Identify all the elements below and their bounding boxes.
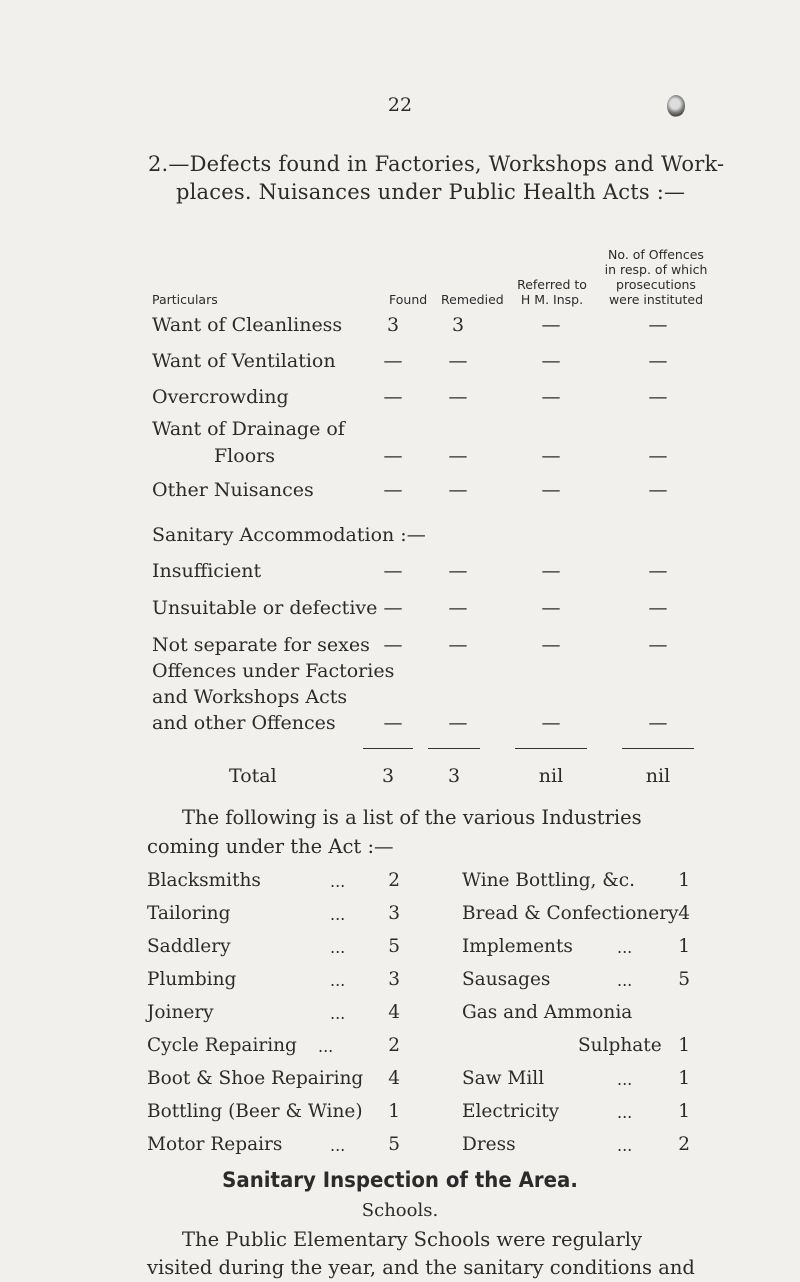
- industry-name: Cycle Repairing: [147, 1035, 297, 1056]
- industry-name-continuation: Sulphate: [578, 1035, 662, 1056]
- industry-name: Plumbing: [147, 969, 237, 990]
- cell-remedied: —: [448, 597, 468, 619]
- total-referred: nil: [538, 765, 564, 787]
- cell-remedied: 3: [451, 314, 465, 336]
- leader-dots: ...: [617, 971, 633, 990]
- leader-dots: ...: [330, 971, 346, 990]
- leader-dots: ...: [330, 1004, 346, 1023]
- cell-prosecutions: —: [648, 386, 668, 408]
- total-rule-referred: [515, 748, 587, 749]
- cell-prosecutions: —: [648, 479, 668, 501]
- closing-line-2: visited during the year, and the sanitary conditions and: [147, 1256, 695, 1279]
- row-label: Unsuitable or defective: [152, 597, 378, 619]
- industry-name: Saw Mill: [462, 1068, 545, 1089]
- section-heading-line-1: 2.—Defects found in Factories, Workshops and Work-: [148, 152, 725, 176]
- total-prosecutions: nil: [645, 765, 671, 787]
- cell-found: —: [383, 386, 403, 408]
- industry-name: Motor Repairs: [147, 1134, 283, 1155]
- industry-count: 2: [388, 1035, 400, 1056]
- row-label: Overcrowding: [152, 386, 289, 408]
- cell-remedied: —: [448, 350, 468, 372]
- total-rule-remedied: [428, 748, 480, 749]
- industry-count: 1: [678, 1035, 690, 1056]
- leader-dots: ...: [330, 938, 346, 957]
- industry-count: 2: [388, 870, 400, 891]
- total-found: 3: [381, 765, 395, 787]
- cell-prosecutions: —: [648, 597, 668, 619]
- leader-dots: ...: [617, 1136, 633, 1155]
- row-label-continuation: Floors: [214, 445, 275, 467]
- industries-intro-line-1: The following is a list of the various Industries: [182, 806, 642, 829]
- row-label: Want of Ventilation: [152, 350, 336, 372]
- col-header-prosecutions: [594, 247, 718, 307]
- cell-found: —: [383, 479, 403, 501]
- industry-name: Sausages: [462, 969, 551, 990]
- cell-remedied: —: [448, 634, 468, 656]
- cell-remedied: —: [448, 386, 468, 408]
- col-header-found: Found: [389, 292, 428, 307]
- cell-referred: —: [541, 479, 561, 501]
- industry-name: Wine Bottling, &c.: [462, 870, 636, 891]
- row-label: Want of Drainage of: [152, 418, 345, 440]
- industry-name: Implements: [462, 936, 573, 957]
- industry-name: Saddlery: [147, 936, 231, 957]
- industry-name: Electricity: [462, 1101, 560, 1122]
- total-remedied: 3: [447, 765, 461, 787]
- row-label: Insufficient: [152, 560, 262, 582]
- cell-referred: —: [541, 597, 561, 619]
- industry-name: Blacksmiths: [147, 870, 261, 891]
- industry-count: 1: [388, 1101, 400, 1122]
- industry-count: 4: [678, 903, 690, 924]
- industry-count: 5: [678, 969, 690, 990]
- row-label-continuation: and Workshops Acts: [152, 686, 348, 708]
- cell-remedied: —: [448, 479, 468, 501]
- cell-referred: —: [541, 314, 561, 336]
- cell-referred: —: [541, 634, 561, 656]
- industry-name: Boot & Shoe Repairing: [147, 1068, 364, 1089]
- cell-found: —: [383, 597, 403, 619]
- cell-referred: —: [541, 445, 561, 467]
- industry-count: 1: [678, 936, 690, 957]
- leader-dots: ...: [617, 1103, 633, 1122]
- leader-dots: ...: [330, 1136, 346, 1155]
- col-header-prosecutions-line: were instituted: [608, 292, 704, 307]
- industry-name: Tailoring: [147, 903, 231, 924]
- cell-found: —: [383, 560, 403, 582]
- cell-referred: —: [541, 560, 561, 582]
- ink-blot-mark: [667, 95, 685, 117]
- leader-dots: ...: [330, 905, 346, 924]
- cell-found: —: [383, 712, 403, 734]
- subsection-heading-schools: Schools.: [361, 1200, 439, 1221]
- col-header-prosecutions-line: No. of Offences: [608, 247, 704, 262]
- total-rule-prosecutions: [622, 748, 694, 749]
- industry-count: 1: [678, 870, 690, 891]
- industry-count: 4: [388, 1002, 400, 1023]
- col-header-prosecutions-line: in resp. of which: [604, 262, 708, 277]
- industry-name: Dress: [462, 1134, 516, 1155]
- cell-found: 3: [386, 314, 400, 336]
- cell-prosecutions: —: [648, 445, 668, 467]
- industry-count: 4: [388, 1068, 400, 1089]
- industry-count: 1: [678, 1101, 690, 1122]
- industry-count: 5: [388, 1134, 400, 1155]
- industry-name: Gas and Ammonia: [462, 1002, 633, 1023]
- row-label: Want of Cleanliness: [152, 314, 343, 336]
- cell-referred: —: [541, 712, 561, 734]
- cell-referred: —: [541, 350, 561, 372]
- cell-prosecutions: —: [648, 560, 668, 582]
- col-header-particulars: Particulars: [152, 292, 218, 307]
- cell-remedied: —: [448, 445, 468, 467]
- row-label: Not separate for sexes: [152, 634, 370, 656]
- subsection-label: Sanitary Accommodation :—: [152, 524, 426, 546]
- industries-intro-line-2: coming under the Act :—: [147, 835, 394, 858]
- cell-prosecutions: —: [648, 712, 668, 734]
- cell-prosecutions: —: [648, 634, 668, 656]
- col-header-referred-line: Referred to: [517, 277, 587, 292]
- cell-prosecutions: —: [648, 350, 668, 372]
- col-header-remedied: Remedied: [441, 292, 504, 307]
- section-heading-sanitary-inspection: Sanitary Inspection of the Area.: [222, 1168, 578, 1192]
- industry-name: Joinery: [147, 1002, 214, 1023]
- total-label: Total: [229, 765, 277, 787]
- leader-dots: ...: [617, 938, 633, 957]
- industry-name: Bottling (Beer & Wine): [147, 1101, 363, 1122]
- section-heading-line-2: places. Nuisances under Public Health Acts :—: [176, 180, 686, 204]
- leader-dots: ...: [330, 872, 346, 891]
- row-label-continuation: and other Offences: [152, 712, 336, 734]
- col-header-referred-line: H M. Insp.: [520, 292, 584, 307]
- industry-count: 1: [678, 1068, 690, 1089]
- closing-line-1: The Public Elementary Schools were regularly: [182, 1228, 643, 1251]
- cell-referred: —: [541, 386, 561, 408]
- leader-dots: ...: [318, 1037, 334, 1056]
- page-number: 22: [387, 94, 413, 116]
- industry-count: 5: [388, 936, 400, 957]
- industry-count: 2: [678, 1134, 690, 1155]
- cell-found: —: [383, 445, 403, 467]
- leader-dots: ...: [617, 1070, 633, 1089]
- row-label: Offences under Factories: [152, 660, 395, 682]
- total-rule-found: [363, 748, 413, 749]
- cell-found: —: [383, 634, 403, 656]
- col-header-prosecutions-line: prosecutions: [616, 277, 696, 292]
- row-label: Other Nuisances: [152, 479, 314, 501]
- cell-prosecutions: —: [648, 314, 668, 336]
- industry-count: 3: [388, 969, 400, 990]
- industry-count: 3: [388, 903, 400, 924]
- cell-remedied: —: [448, 712, 468, 734]
- cell-found: —: [383, 350, 403, 372]
- cell-remedied: —: [448, 560, 468, 582]
- col-header-referred: [512, 277, 592, 307]
- industry-name: Bread & Confectionery: [462, 903, 679, 924]
